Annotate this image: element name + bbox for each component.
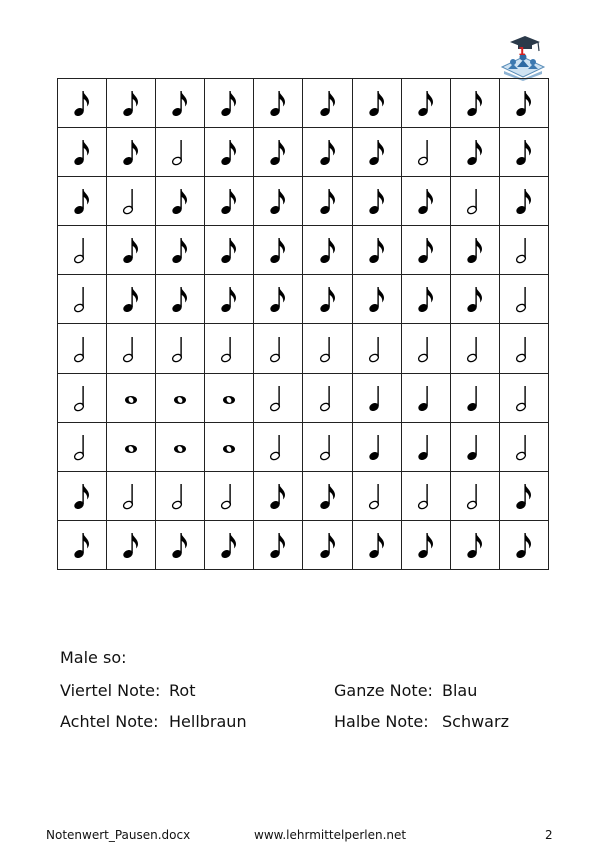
eighth-note-icon (318, 137, 338, 167)
eighth-note-icon (121, 284, 141, 314)
grid-cell[interactable] (156, 177, 205, 226)
footer-website[interactable]: www.lehrmittelperlen.net (254, 828, 407, 842)
grid-cell[interactable] (205, 324, 254, 373)
grid-cell[interactable] (254, 128, 303, 177)
eighth-note-icon (465, 284, 485, 314)
eighth-note-icon (367, 235, 387, 265)
half-note-icon (72, 383, 92, 413)
grid-cell[interactable] (500, 521, 549, 570)
grid-cell[interactable] (353, 275, 402, 324)
grid-cell[interactable] (303, 423, 352, 472)
eighth-note-icon (170, 88, 190, 118)
whole-note-label: Ganze Note: (334, 681, 433, 700)
legend-half (334, 712, 429, 731)
eighth-note-icon (318, 481, 338, 511)
eighth-note-icon (367, 137, 387, 167)
grid-cell[interactable] (156, 324, 205, 373)
grid-cell[interactable] (353, 423, 402, 472)
grid-cell[interactable] (254, 226, 303, 275)
eighth-note-icon (170, 530, 190, 560)
grid-cell[interactable] (500, 324, 549, 373)
grid-cell[interactable] (303, 226, 352, 275)
grid-cell[interactable] (254, 472, 303, 521)
half-note-icon (170, 334, 190, 364)
grid-cell[interactable] (353, 128, 402, 177)
half-note-icon (219, 481, 239, 511)
eighth-note-icon (72, 530, 92, 560)
eighth-note-icon (514, 137, 534, 167)
eighth-note-icon (268, 284, 288, 314)
grid-cell[interactable] (451, 423, 500, 472)
whole-note-icon (121, 383, 141, 413)
half-note-icon (268, 383, 288, 413)
grid-cell[interactable] (353, 226, 402, 275)
grid-cell[interactable] (303, 275, 352, 324)
half-note-icon (268, 334, 288, 364)
whole-note-color: Blau (442, 681, 478, 700)
half-note-icon (514, 284, 534, 314)
eighth-note-icon (268, 88, 288, 118)
eighth-note-icon (219, 235, 239, 265)
half-note-icon (318, 334, 338, 364)
half-note-icon (465, 186, 485, 216)
half-note-icon (367, 481, 387, 511)
grid-cell[interactable] (156, 521, 205, 570)
grid-cell[interactable] (303, 79, 352, 128)
grid-cell[interactable] (254, 275, 303, 324)
grid-cell[interactable] (451, 472, 500, 521)
grid-cell[interactable] (156, 374, 205, 423)
grid-cell[interactable] (402, 324, 451, 373)
eighth-note-icon (121, 88, 141, 118)
eighth-note-icon (72, 186, 92, 216)
eighth-note-icon (367, 88, 387, 118)
quarter-note-icon (465, 432, 485, 462)
grid-cell[interactable] (156, 79, 205, 128)
grid-cell[interactable] (58, 521, 107, 570)
grid-cell[interactable] (58, 128, 107, 177)
eighth-note-icon (416, 284, 436, 314)
grid-cell[interactable] (353, 521, 402, 570)
grid-cell[interactable] (107, 128, 156, 177)
half-note-icon (416, 334, 436, 364)
legend-quarter (60, 681, 160, 700)
eighth-note-icon (268, 137, 288, 167)
grid-cell[interactable] (303, 521, 352, 570)
grid-cell[interactable] (58, 226, 107, 275)
whole-note-icon (121, 432, 141, 462)
eighth-note-icon (72, 481, 92, 511)
grid-cell[interactable] (205, 128, 254, 177)
grid-cell[interactable] (303, 128, 352, 177)
half-note-icon (465, 481, 485, 511)
grid-cell[interactable] (500, 275, 549, 324)
grid-cell[interactable] (58, 177, 107, 226)
grid-cell[interactable] (107, 472, 156, 521)
grid-cell[interactable] (451, 521, 500, 570)
quarter-note-icon (367, 383, 387, 413)
eighth-note-icon (268, 235, 288, 265)
grid-cell[interactable] (451, 324, 500, 373)
grid-cell[interactable] (254, 521, 303, 570)
eighth-note-icon (72, 137, 92, 167)
grid-cell[interactable] (254, 177, 303, 226)
grid-cell[interactable] (156, 128, 205, 177)
grid-cell[interactable] (58, 374, 107, 423)
half-note-icon (72, 284, 92, 314)
eighth-note-icon (268, 481, 288, 511)
grid-cell[interactable] (500, 472, 549, 521)
grid-cell[interactable] (254, 79, 303, 128)
grid-cell[interactable] (303, 472, 352, 521)
half-note-label: Halbe Note: (334, 712, 429, 731)
grid-cell[interactable] (402, 275, 451, 324)
grid-cell[interactable] (58, 275, 107, 324)
grid-cell[interactable] (500, 374, 549, 423)
half-note-icon (268, 432, 288, 462)
whole-note-icon (219, 383, 239, 413)
grid-cell[interactable] (303, 324, 352, 373)
eighth-note-icon (416, 530, 436, 560)
eighth-note-icon (367, 530, 387, 560)
eighth-note-icon (72, 88, 92, 118)
eighth-note-icon (268, 186, 288, 216)
half-note-icon (416, 481, 436, 511)
grid-cell[interactable] (107, 521, 156, 570)
eighth-note-label: Achtel Note: (60, 712, 159, 731)
grid-cell[interactable] (500, 79, 549, 128)
grid-cell[interactable] (205, 521, 254, 570)
eighth-note-icon (318, 284, 338, 314)
grid-cell[interactable] (402, 521, 451, 570)
grid-cell[interactable] (58, 79, 107, 128)
grid-cell[interactable] (107, 177, 156, 226)
half-note-icon (465, 334, 485, 364)
grid-cell[interactable] (402, 128, 451, 177)
footer-filename: Notenwert_Pausen.docx (46, 828, 191, 842)
grid-cell[interactable] (58, 423, 107, 472)
logo-badge: 1 (518, 45, 526, 58)
eighth-note-icon (318, 530, 338, 560)
eighth-note-icon (465, 530, 485, 560)
half-note-icon (514, 383, 534, 413)
half-note-icon (514, 334, 534, 364)
eighth-note-icon (318, 235, 338, 265)
half-note-color: Schwarz (442, 712, 509, 731)
eighth-note-icon (219, 88, 239, 118)
grid-cell[interactable] (107, 275, 156, 324)
eighth-note-icon (219, 186, 239, 216)
legend-whole (334, 681, 433, 700)
grid-cell[interactable] (107, 324, 156, 373)
whole-note-icon (219, 432, 239, 462)
grid-cell[interactable] (58, 472, 107, 521)
grid-cell[interactable] (402, 472, 451, 521)
grid-cell[interactable] (156, 423, 205, 472)
grid-cell[interactable] (58, 324, 107, 373)
grid-cell[interactable] (402, 423, 451, 472)
eighth-note-icon (465, 235, 485, 265)
grid-cell[interactable] (205, 374, 254, 423)
whole-note-icon (170, 383, 190, 413)
legend-eighth (60, 712, 159, 731)
grid-cell[interactable] (303, 177, 352, 226)
grid-cell[interactable] (107, 374, 156, 423)
grid-cell[interactable] (353, 324, 402, 373)
grid-cell[interactable] (353, 79, 402, 128)
half-note-icon (318, 383, 338, 413)
half-note-icon (514, 235, 534, 265)
legend-intro: Male so: (60, 648, 127, 667)
grid-cell[interactable] (156, 226, 205, 275)
grid-cell[interactable] (205, 423, 254, 472)
eighth-note-icon (465, 137, 485, 167)
quarter-note-icon (416, 383, 436, 413)
eighth-note-icon (514, 186, 534, 216)
eighth-note-icon (318, 186, 338, 216)
quarter-note-icon (465, 383, 485, 413)
grid-cell[interactable] (451, 374, 500, 423)
whole-note-icon (170, 432, 190, 462)
quarter-note-label: Viertel Note: (60, 681, 161, 700)
eighth-note-icon (514, 481, 534, 511)
eighth-note-icon (416, 235, 436, 265)
eighth-note-icon (121, 137, 141, 167)
eighth-note-icon (514, 530, 534, 560)
grid-cell[interactable] (107, 79, 156, 128)
grid-cell[interactable] (107, 423, 156, 472)
half-note-icon (318, 432, 338, 462)
grid-cell[interactable] (254, 324, 303, 373)
eighth-note-icon (121, 530, 141, 560)
grid-cell[interactable] (500, 423, 549, 472)
eighth-note-icon (416, 88, 436, 118)
half-note-icon (72, 432, 92, 462)
grid-cell[interactable] (205, 472, 254, 521)
eighth-note-icon (318, 88, 338, 118)
grid-cell[interactable] (205, 79, 254, 128)
eighth-note-icon (219, 284, 239, 314)
half-note-icon (219, 334, 239, 364)
eighth-note-icon (465, 88, 485, 118)
grid-cell[interactable] (451, 79, 500, 128)
eighth-note-color: Hellbraun (169, 712, 247, 731)
half-note-icon (170, 481, 190, 511)
grid-cell[interactable] (451, 128, 500, 177)
eighth-note-icon (367, 284, 387, 314)
eighth-note-icon (121, 235, 141, 265)
eighth-note-icon (219, 530, 239, 560)
grid-cell[interactable] (254, 374, 303, 423)
eighth-note-icon (367, 186, 387, 216)
grid-cell[interactable] (156, 275, 205, 324)
half-note-icon (121, 334, 141, 364)
grid-cell[interactable] (254, 423, 303, 472)
half-note-icon (416, 137, 436, 167)
half-note-icon (72, 334, 92, 364)
quarter-note-color: Rot (169, 681, 196, 700)
grid-cell[interactable] (353, 177, 402, 226)
grid-cell[interactable] (303, 374, 352, 423)
logo-graphic (498, 33, 548, 81)
grid-cell[interactable] (156, 472, 205, 521)
eighth-note-icon (268, 530, 288, 560)
grid-cell[interactable] (402, 226, 451, 275)
half-note-icon (170, 137, 190, 167)
eighth-note-icon (219, 137, 239, 167)
grid-cell[interactable] (402, 79, 451, 128)
half-note-icon (514, 432, 534, 462)
grid-cell[interactable] (353, 472, 402, 521)
grid-cell[interactable] (353, 374, 402, 423)
half-note-icon (72, 235, 92, 265)
grid-cell[interactable] (451, 226, 500, 275)
half-note-icon (121, 186, 141, 216)
eighth-note-icon (514, 88, 534, 118)
grid-cell[interactable] (451, 177, 500, 226)
grid-cell[interactable] (205, 177, 254, 226)
note-grid (57, 78, 549, 570)
grid-cell[interactable] (205, 275, 254, 324)
grid-cell[interactable] (500, 128, 549, 177)
grid-cell[interactable] (451, 275, 500, 324)
half-note-icon (367, 334, 387, 364)
footer-page-number: 2 (545, 828, 553, 842)
eighth-note-icon (416, 186, 436, 216)
eighth-note-icon (170, 284, 190, 314)
grid-cell[interactable] (500, 226, 549, 275)
half-note-icon (121, 481, 141, 511)
lehrmittelperlen-logo (498, 33, 548, 81)
eighth-note-icon (170, 235, 190, 265)
grid-cell[interactable] (402, 177, 451, 226)
grid-cell[interactable] (205, 226, 254, 275)
quarter-note-icon (416, 432, 436, 462)
grid-cell[interactable] (500, 177, 549, 226)
grid-cell[interactable] (107, 226, 156, 275)
quarter-note-icon (367, 432, 387, 462)
grid-cell[interactable] (402, 374, 451, 423)
eighth-note-icon (170, 186, 190, 216)
